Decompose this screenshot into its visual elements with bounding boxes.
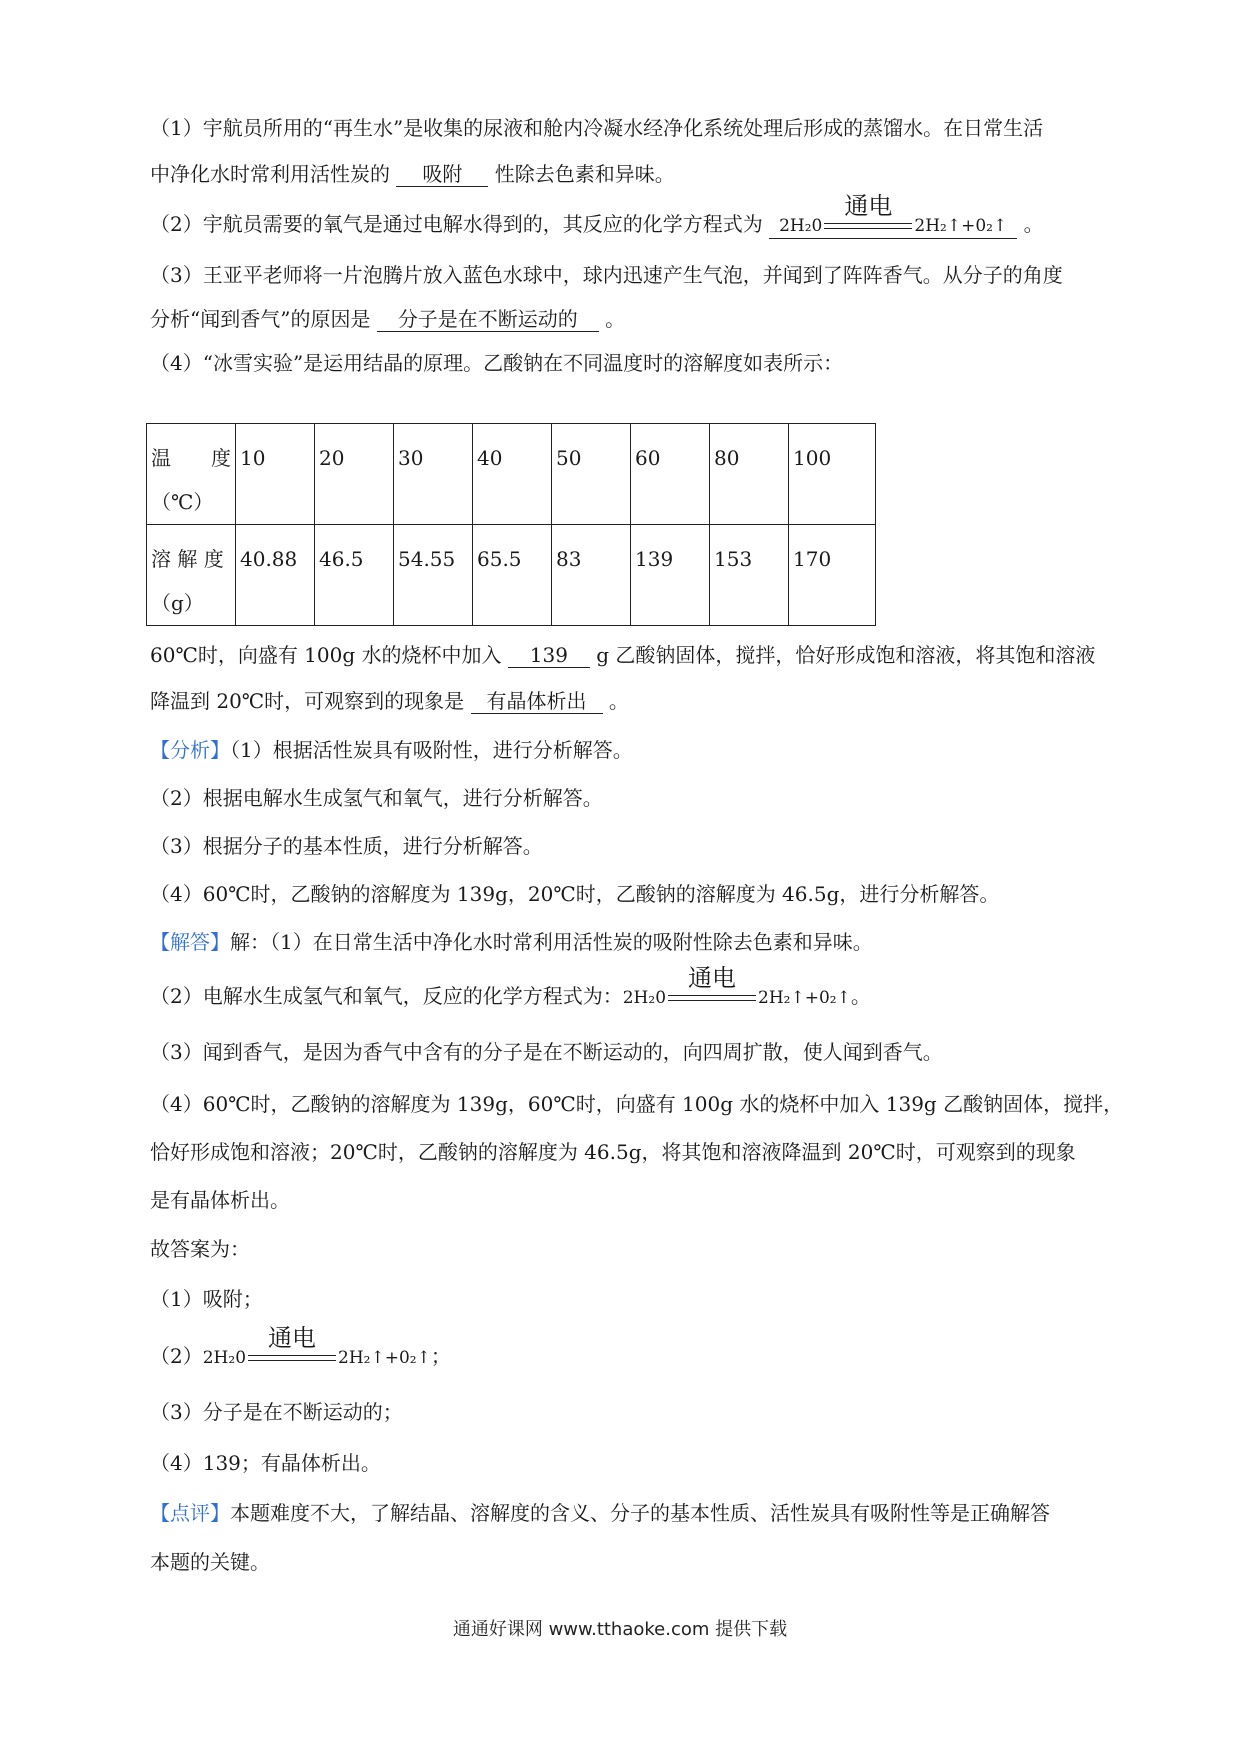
q4-after2-post: 。 [608,689,629,713]
q3-line2-pre: 分析“闻到香气”的原因是 [150,307,371,331]
answer-line2: （2）电解水生成氢气和氧气，反应的化学方程式为：2H₂0 通电 2H₂↑+0₂↑。 [150,963,871,1008]
analysis-line1: 【分析】（1）根据活性炭具有吸附性，进行分析解答。 [150,738,633,762]
q2-answer-blank [769,191,1017,239]
answer-tag: 【解答】 [150,930,230,954]
electrolysis-arrow: 通电 [668,991,756,1005]
analysis-tag: 【分析】 [150,738,230,762]
table-cell: 80 [710,424,789,525]
final-answer-title: 故答案为： [150,1237,250,1261]
final-answer-1: （1）吸附； [150,1287,263,1311]
q1-line1: （1）宇航员所用的“再生水”是收集的尿液和舱内冷凝水经净化系统处理后形成的蒸馏水。在日常生活 [150,116,1044,140]
comment-line1: 【点评】本题难度不大，了解结晶、溶解度的含义、分子的基本性质、活性炭具有吸附性等是正确解答 [150,1501,1050,1525]
table-cell: 46.5 [315,525,394,626]
q2-eq-left: 2H₂0 [779,216,823,236]
page-footer: 通通好课网 www.tthaoke.com 提供下载 [452,1619,788,1640]
final-answer-3: （3）分子是在不断运动的； [150,1400,403,1424]
q4-answer-blank-1: 139 [508,643,590,668]
table-cell: 30 [394,424,473,525]
electrolysis-arrow: 通电 [248,1351,336,1365]
table-cell: 20 [315,424,394,525]
q2-eq-right: 2H₂↑+0₂↑ [914,216,1008,236]
q4-after2-pre: 降温到 20℃时，可观察到的现象是 [150,689,465,713]
table-head-solubility: 溶 解 度 （g） [147,525,236,626]
solubility-table [146,423,876,626]
table-cell: 54.55 [394,525,473,626]
q4-intro: （4）“冰雪实验”是运用结晶的原理。乙酸钠在不同温度时的溶解度如表所示： [150,351,844,375]
q2-pre: （2）宇航员需要的氧气是通过电解水得到的，其反应的化学方程式为 [150,212,763,236]
table-row-temperature [147,424,876,525]
table-cell: 60 [631,424,710,525]
q3-answer-blank: 分子是在不断运动的 [377,307,599,332]
table-row-solubility [147,525,876,626]
comment-tag: 【点评】 [150,1501,230,1525]
q2-post: 。 [1023,212,1044,236]
answer-line1: 【解答】解：（1）在日常生活中净化水时常利用活性炭的吸附性除去色素和异味。 [150,930,873,954]
q1-line2-pre: 中净化水时常利用活性炭的 [150,162,390,186]
table-cell: 83 [552,525,631,626]
analysis-line2: （2）根据电解水生成氢气和氧气，进行分析解答。 [150,786,603,810]
q3-line1: （3）王亚平老师将一片泡腾片放入蓝色水球中，球内迅速产生气泡，并闻到了阵阵香气。从分子的角度 [150,263,1063,287]
answer-line4b: 恰好形成饱和溶液；20℃时，乙酸钠的溶解度为 46.5g，将其饱和溶液降温到 20℃时，可观察到的现象 [150,1140,1076,1164]
analysis-line4: （4）60℃时，乙酸钠的溶解度为 139g，20℃时，乙酸钠的溶解度为 46.5g，进行分析解答。 [150,882,1000,906]
comment-line2: 本题的关键。 [150,1550,270,1574]
table-cell: 170 [789,525,876,626]
q4-after1-pre: 60℃时，向盛有 100g 水的烧杯中加入 [150,643,502,667]
analysis-line3: （3）根据分子的基本性质，进行分析解答。 [150,834,543,858]
q3-line2 [150,306,1135,332]
table-head-temperature: 温 度 （℃） [147,424,236,525]
table-cell: 65.5 [473,525,552,626]
q4-after1-post: g 乙酸钠固体，搅拌，恰好形成饱和溶液，将其饱和溶液 [596,643,1096,667]
answer-line3: （3）闻到香气，是因为香气中含有的分子是在不断运动的，向四周扩散，使人闻到香气。 [150,1040,943,1064]
q2-line [150,191,1135,239]
final-answer-4: （4）139；有晶体析出。 [150,1451,381,1475]
table-cell: 50 [552,424,631,525]
answer-line4a: （4）60℃时，乙酸钠的溶解度为 139g，60℃时，向盛有 100g 水的烧杯中加入 139g 乙酸钠固体，搅拌， [150,1092,1124,1116]
q4-after-line1 [150,642,1135,668]
q4-answer-blank-2: 有晶体析出 [471,689,603,714]
eq-condition: 通电 [844,191,893,220]
table-cell: 40.88 [236,525,315,626]
answer-line4c: 是有晶体析出。 [150,1188,290,1212]
table-cell: 153 [710,525,789,626]
electrolysis-arrow [824,191,912,233]
q1-line2 [150,161,1135,187]
table-cell: 40 [473,424,552,525]
final-answer-2: （2）2H₂0 通电 2H₂↑+0₂↑； [150,1323,451,1368]
q3-line2-post: 。 [605,307,626,331]
table-cell: 139 [631,525,710,626]
table-cell: 10 [236,424,315,525]
q1-answer-blank: 吸附 [396,162,488,187]
table-cell: 100 [789,424,876,525]
q4-after-line2 [150,688,1135,714]
q1-line2-post: 性除去色素和异味。 [494,162,675,186]
